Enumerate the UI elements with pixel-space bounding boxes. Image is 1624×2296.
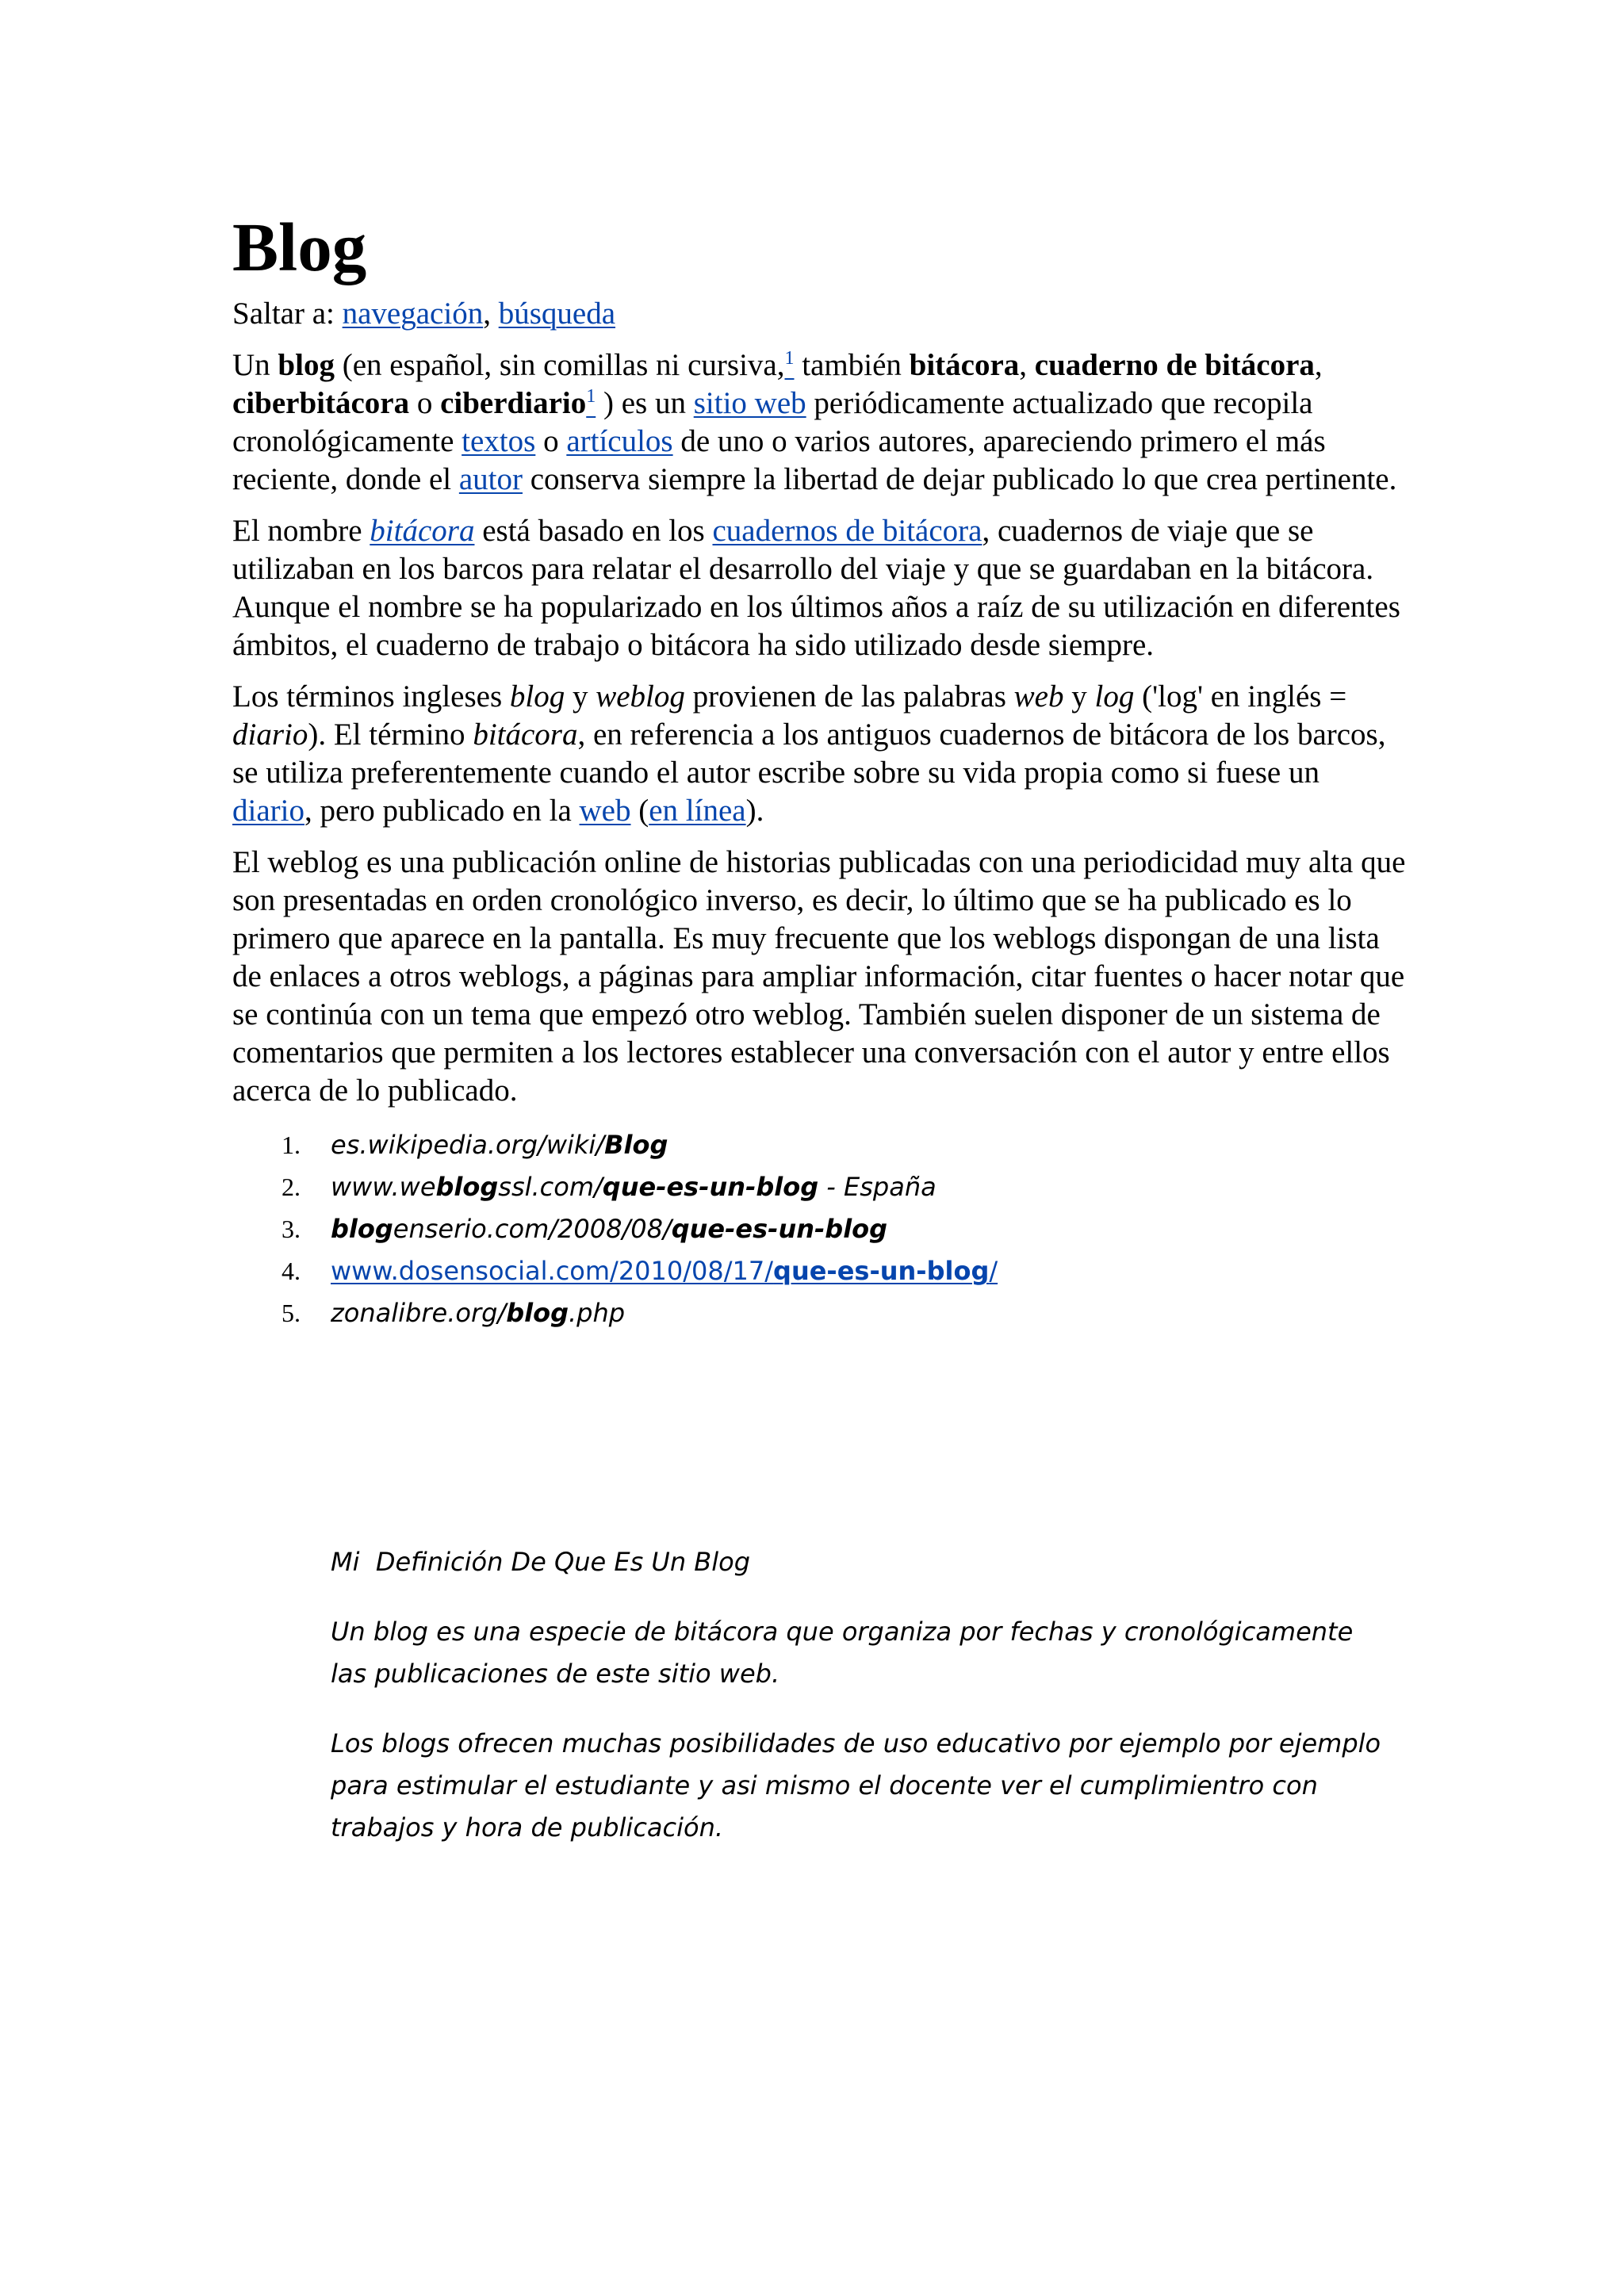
reference-number: 4. [282,1257,301,1285]
text-run-text: bitácora [473,718,578,752]
inline-link-text: en línea [649,794,746,828]
inline-link[interactable] [459,462,523,496]
reference-link[interactable] [331,1256,998,1286]
text-run-text: Blog [604,1130,668,1160]
inline-link[interactable] [580,794,631,828]
text-run-text: blog [509,679,565,714]
search-link[interactable]: búsqueda [498,297,616,331]
inline-link[interactable] [694,386,806,420]
jump-separator: , [483,297,499,331]
text-run-text: blog [506,1298,569,1328]
my-definition-title: Mi Definición De Que Es Un Blog [331,1547,751,1577]
article-content [232,208,1414,1334]
reference-url [331,1208,887,1250]
text-run-text: y [565,679,596,714]
text-run-text: Los términos ingleses [232,679,510,714]
my-definition-paragraph-1: Un blog es una especie de bitácora que organiza por fechas y cronológicamente las publicaciones de este sitio web. [331,1617,1354,1689]
text-run-text: , pero publicado en la [304,794,580,828]
text-run-text: www.dosensocial.com/2010/08/17/ [331,1256,774,1286]
text-run-text: que-es-un-blog [671,1214,888,1244]
article-body [232,346,1414,1110]
text-run-text: ) es un [596,386,694,420]
reference-item [232,1166,1406,1208]
inline-link[interactable] [462,424,535,458]
text-run-text: Un [232,348,278,382]
navigation-link[interactable]: navegación [342,297,484,331]
text-run-text: bitácora [909,348,1020,382]
text-run-text: ssl.com/ [498,1172,603,1202]
text-run-text: o [409,386,441,420]
text-run-text: .php [568,1298,626,1328]
text-run-text: y [1063,679,1095,714]
paragraph-english-terms [232,678,1406,830]
text-run-text: / [989,1256,998,1286]
inline-link[interactable] [566,424,672,458]
text-run-text: enserio.com/2008/08/ [393,1214,672,1244]
inline-link-text: web [579,794,631,828]
text-run-text: El nombre [232,514,370,548]
text-run-text: blog [278,348,335,382]
text-run-text: es.wikipedia.org/wiki/ [331,1130,605,1160]
reference-number: 3. [282,1215,301,1243]
text-run-text: también [794,348,910,382]
reference-item [232,1250,1406,1292]
text-run-text: diario [232,718,308,752]
text-run-text: que-es-un-blog [773,1256,990,1286]
text-run-text: ( [630,794,649,828]
paragraph-weblog [232,844,1414,1110]
text-run-text: cuaderno de bitácora [1034,348,1315,382]
text-run-text: blog [435,1172,499,1202]
inline-link[interactable] [232,794,304,828]
text-run-text: , [1019,348,1035,382]
footnote-marker[interactable] [785,348,795,369]
reference-number: 1. [282,1131,301,1159]
inline-link-text: artículos [566,424,673,458]
reference-url [331,1124,668,1166]
inline-link-text: cuadernos de bitácora [712,514,982,548]
text-run-text: weblog [596,679,685,714]
jump-prefix: Saltar a: [232,297,343,331]
text-run-text: web [1013,679,1064,714]
text-run-text: , en referencia a los antiguos cuadernos de bitácora de los barcos, se utiliza preferentemente cuando el autor escribe sobre su vida propia como si fuese un [232,718,1394,790]
reference-number: 5. [282,1299,301,1327]
reference-item [232,1124,1406,1166]
text-run-text: , cuadernos de viaje que se utilizaban en los barcos para relatar el desarrollo del viaje y que se guardaban en la bitácora. Aunque el nombre se ha popularizado en los últimos años a raíz de su utilización en diferentes ámbitos, el cuaderno de trabajo o bitácora ha sido utilizado desde siempre. [232,514,1408,662]
text-run-text: ). [745,794,764,828]
text-run-text: , [1314,348,1331,382]
text-run-text: (en español, sin comillas ni cursiva, [334,348,785,382]
footnote-link[interactable] [586,386,596,420]
my-definition-section [331,1541,1393,1849]
page-title: Blog [232,209,367,285]
inline-link[interactable] [649,794,745,828]
inline-link-text: bitácora [370,514,475,548]
text-run-text: ). El término [308,718,473,752]
text-run-text: ('log' en inglés = [1134,679,1354,714]
inline-link-text: 1 [784,348,795,369]
paragraph-name-origin [232,512,1406,664]
reference-url [331,1292,625,1334]
inline-link[interactable] [712,514,982,548]
reference-url [331,1250,998,1292]
text-run-text: está basado en los [474,514,713,548]
inline-link-text: 1 [586,386,596,407]
reference-list [232,1124,1406,1334]
text-run-text: www.we [331,1172,436,1202]
inline-link-text: sitio web [693,386,806,420]
text-run-text: provienen de las palabras [684,679,1014,714]
text-run-text: ciberbitácora [232,386,410,420]
text-run-text: ciberdiario [440,386,587,420]
text-run-text: El weblog es una publicación online de historias publicadas con una periodicidad muy alta que son presentadas en orden cronológico inverso, es decir, lo último que se ha publicado es lo primero que aparece en la pantalla. Es muy frecuente que los weblogs dispongan de una lista de enlaces a otros weblogs, a páginas para ampliar información, citar fuentes o hacer notar que se continúa con un tema que empezó otro weblog. También suelen disponer de un sistema de comentarios que permiten a los lectores establecer una conversación con el autor y entre ellos acerca de lo publicado. [232,845,1414,1108]
text-run-text: blog [331,1214,393,1244]
my-definition-paragraph-2: Los blogs ofrecen muchas posibilidades de uso educativo por ejemplo por ejemplo para estimular el estudiante y asi mismo el docente ver el cumplimientro con trabajos y hora de publicación. [331,1728,1381,1843]
text-run-text: periódicamente actualizado que recopila cronológicamente [232,386,1321,458]
text-run-text: o [535,424,567,458]
inline-link-text: diario [232,794,304,828]
text-run-text: de uno o varios autores, apareciendo primero el más reciente, donde el [232,424,1334,496]
inline-link[interactable] [370,514,474,548]
inline-link-text: autor [458,462,523,496]
jump-to-links [232,295,1406,333]
footnote-link[interactable] [785,348,795,382]
reference-number: 2. [282,1173,301,1201]
reference-item [232,1292,1406,1334]
text-run-text: log [1094,679,1135,714]
text-run-text: - España [818,1172,936,1202]
text-run-text: que-es-un-blog [602,1172,819,1202]
inline-link-text: textos [462,424,536,458]
text-run-text: zonalibre.org/ [331,1298,507,1328]
reference-item [232,1208,1406,1250]
text-run-text: conserva siempre la libertad de dejar publicado lo que crea pertinente. [523,462,1397,496]
reference-url [331,1166,936,1208]
footnote-marker[interactable] [586,386,596,407]
paragraph-intro [232,346,1406,499]
